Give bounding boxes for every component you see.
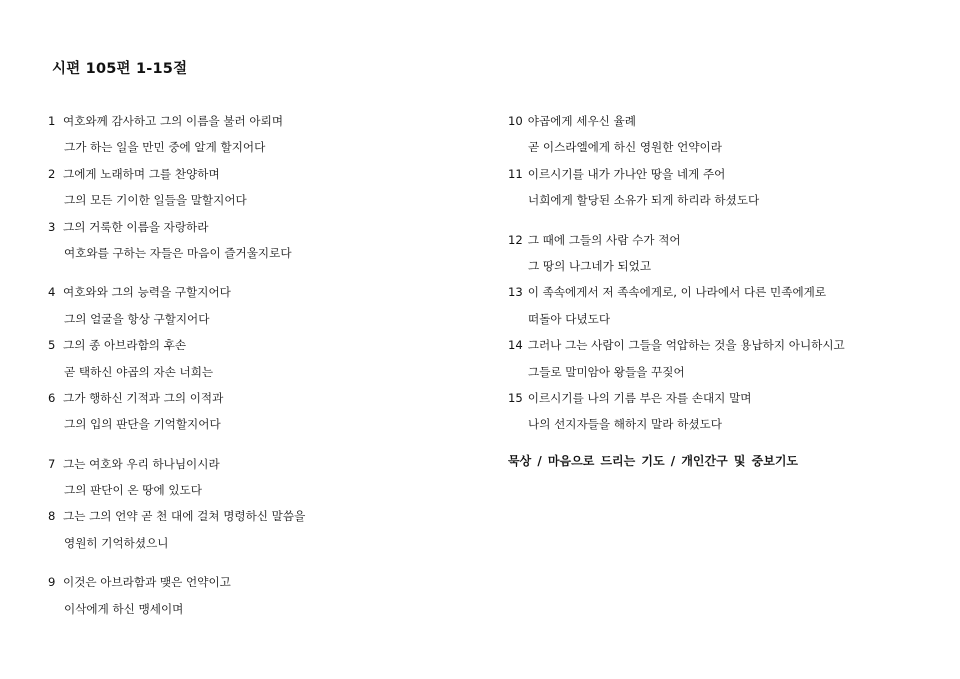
verse-1 [48, 108, 305, 161]
verse-8 [48, 503, 305, 556]
verse-text: 그의 얼굴을 항상 구할지어다 [64, 311, 210, 326]
verse-text: 여호와께 감사하고 그의 이름을 불러 아뢰며 [63, 114, 284, 128]
verse-text: 떠돌아 다녔도다 [528, 311, 611, 326]
verse-14 [508, 332, 845, 385]
verse-text: 그는 그의 언약 곧 천 대에 걸쳐 명령하신 말씀을 [63, 509, 306, 524]
verse-text: 이것은 아브라함과 맺은 언약이고 [63, 575, 231, 590]
verse-number: 3 [48, 219, 56, 234]
verse-text: 나의 선지자들을 해하지 말라 하셨도다 [528, 417, 722, 432]
verse-4 [48, 279, 305, 332]
verse-number: 2 [48, 166, 56, 181]
verse-text: 그가 행하신 기적과 그의 이적과 [63, 390, 224, 405]
verse-number: 11 [508, 166, 523, 181]
verse-text: 그는 여호와 우리 하나님이시라 [63, 456, 220, 471]
verse-6 [48, 385, 305, 438]
verse-text: 그들로 말미암아 왕들을 꾸짖어 [528, 364, 685, 379]
verse-2 [48, 161, 305, 214]
verse-text: 그 땅의 나그네가 되었고 [528, 258, 652, 273]
verse-number: 13 [508, 285, 523, 300]
page-title: 시편 105편 1-15절 [52, 61, 188, 77]
verse-number: 1 [48, 114, 56, 128]
verse-text: 곧 이스라엘에게 하신 영원한 언약이라 [528, 140, 722, 155]
verse-3 [48, 214, 305, 267]
verse-13 [508, 279, 845, 332]
stanza-gap [48, 556, 305, 569]
verse-text: 여호와와 그의 능력을 구할지어다 [63, 285, 231, 300]
verse-text: 이 족속에게서 저 족속에게로, 이 나라에서 다른 민족에게로 [527, 285, 827, 300]
stanza-gap [48, 438, 305, 451]
verse-7 [48, 451, 305, 504]
verse-5 [48, 332, 305, 385]
verse-text: 그러나 그는 사람이 그들을 억압하는 것을 용납하지 아니하시고 [527, 338, 845, 353]
verse-15 [508, 385, 845, 438]
verse-number: 9 [48, 575, 56, 590]
verse-number: 7 [48, 456, 56, 471]
verse-text: 야곱에게 세우신 율례 [527, 114, 636, 128]
left-column [48, 108, 305, 622]
verse-text: 곧 택하신 야곱의 자손 너희는 [64, 364, 214, 379]
right-column [508, 108, 845, 469]
verse-text: 그 때에 그들의 사람 수가 적어 [527, 232, 681, 247]
verse-number: 10 [508, 114, 523, 128]
verse-number: 14 [508, 338, 523, 353]
meditation-footer: 묵상 / 마음으로 드리는 기도 / 개인간구 및 중보기도 [508, 453, 799, 468]
verse-text: 그의 종 아브라함의 후손 [63, 338, 187, 353]
verse-number: 8 [48, 509, 56, 524]
verse-text: 이르시기를 나의 기름 부은 자를 손대지 말며 [527, 390, 752, 405]
verse-text: 이삭에게 하신 맹세이며 [64, 601, 184, 616]
verse-text: 여호와를 구하는 자들은 마음이 즐거울지로다 [64, 245, 292, 260]
verse-number: 15 [508, 390, 523, 405]
verse-text: 그의 입의 판단을 기억할지어다 [64, 417, 221, 432]
verse-12 [508, 227, 845, 280]
verse-text: 그가 하는 일을 만민 중에 알게 할지어다 [64, 140, 266, 155]
verse-text: 영원히 기억하셨으니 [64, 535, 169, 550]
verse-number: 4 [48, 285, 56, 300]
verse-number: 6 [48, 390, 56, 405]
verse-number: 5 [48, 338, 56, 353]
verse-text: 그의 판단이 온 땅에 있도다 [64, 483, 202, 498]
verse-text: 그의 모든 기이한 일들을 말할지어다 [64, 193, 247, 208]
verse-text: 이르시기를 내가 가나안 땅을 네게 주어 [527, 166, 726, 181]
verse-9 [48, 569, 305, 622]
verse-11 [508, 161, 845, 214]
verse-10 [508, 108, 845, 161]
stanza-gap [508, 214, 845, 227]
stanza-gap [48, 266, 305, 279]
verse-text: 그에게 노래하며 그를 찬양하며 [63, 166, 220, 181]
verse-number: 12 [508, 232, 523, 247]
verse-text: 그의 거룩한 이름을 자랑하라 [63, 219, 209, 234]
verse-text: 너희에게 할당된 소유가 되게 하리라 하셨도다 [528, 193, 760, 208]
